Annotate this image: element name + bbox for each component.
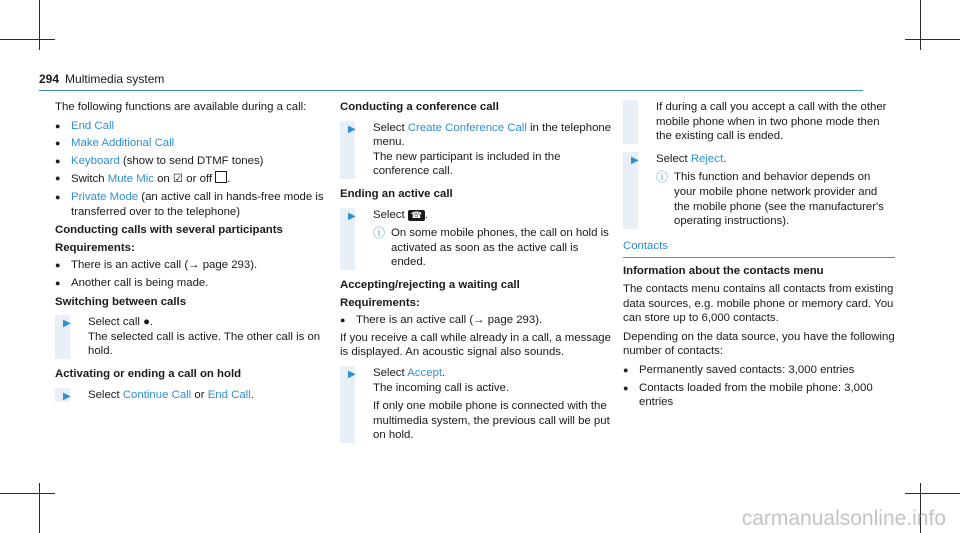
checkbox-checked-icon: ☑ <box>172 173 184 186</box>
list-item: ● Private Mode (an active call in hands-free mode is transferred over to the telephone) <box>55 190 324 218</box>
column-2 <box>340 100 612 451</box>
step-accept-cont: If during a call you accept a call with the other mobile phone when in two phone mode then the existing call is ended. <box>623 100 895 144</box>
header-rule <box>39 90 863 91</box>
crop-mark <box>905 39 960 40</box>
arrow-icon: → <box>473 314 485 327</box>
heading-conference: Conducting a conference call <box>340 101 499 113</box>
requirements-label: Requirements: <box>340 296 420 309</box>
crop-mark <box>905 493 960 494</box>
heading-waiting-call: Accepting/rejecting a waiting call <box>340 278 520 291</box>
heading-contacts-info: Information about the contacts menu <box>623 265 824 278</box>
list-item: ● Switch Mute Mic on ☑ or off . <box>55 173 231 186</box>
crop-mark <box>0 39 55 40</box>
step-end: ▶ Select ☎ . ⓘ On some mobile phones, the call on hold is activated as soon as the active call is ended. <box>340 208 612 270</box>
crop-mark <box>0 493 55 494</box>
step-hold: ▶ Select Continue Call or End Call. <box>55 388 327 403</box>
step-arrow-icon: ▶ <box>63 318 71 330</box>
column-3 <box>623 100 895 413</box>
list-item: ● Make Additional Call <box>55 137 175 150</box>
step-conference: ▶ Select Create Conference Call in the telephone menu. The new participant is included in the conference call. <box>340 121 612 179</box>
step-arrow-icon: ▶ <box>631 154 639 166</box>
crop-mark <box>39 0 40 50</box>
end-call-link[interactable]: End Call <box>71 119 115 132</box>
intro-text: The following functions are available during a call: <box>55 101 307 113</box>
info-icon: ⓘ <box>656 170 669 185</box>
private-mode-link[interactable]: Private Mode <box>71 190 139 203</box>
create-conference-call-link[interactable]: Create Conference Call <box>407 121 527 134</box>
list-item: ● There is an active call (→ page 293). <box>55 259 258 272</box>
page-header <box>39 72 164 87</box>
step-switch: ▶ Select call ●. The selected call is active. The other call is on hold. <box>55 315 327 359</box>
list-item: ● End Call <box>55 119 115 132</box>
step-arrow-icon: ▶ <box>63 390 71 402</box>
step-arrow-icon: ▶ <box>348 123 356 135</box>
info-icon: ⓘ <box>373 226 386 241</box>
heading-switching: Switching between calls <box>55 295 187 308</box>
page-title: Multimedia system <box>65 72 165 86</box>
heading-ending-call: Ending an active call <box>340 187 453 200</box>
column-1 <box>55 100 327 410</box>
list-item: ● Keyboard (show to send DTMF tones) <box>55 154 264 167</box>
watermark: carmanualsonline.info <box>741 507 946 531</box>
reject-link[interactable]: Reject <box>690 152 724 165</box>
accept-link[interactable]: Accept <box>407 366 443 379</box>
contacts-depend-text: Depending on the data source, you have the following number of contacts: <box>623 330 895 358</box>
list-item: ● Permanently saved contacts: 3,000 entries <box>623 363 855 376</box>
hang-up-icon: ☎ <box>408 210 425 221</box>
mute-mic-link[interactable]: Mute Mic <box>107 173 154 186</box>
waiting-text: If you receive a call while already in a call, a message is displayed. An acoustic signal also sounds. <box>340 331 611 359</box>
continue-call-link[interactable]: Continue Call <box>122 388 192 401</box>
heading-call-on-hold: Activating or ending a call on hold <box>55 367 242 380</box>
page-number: 294 <box>39 72 60 86</box>
crop-mark <box>920 0 921 50</box>
step-reject: ▶ Select Reject. ⓘ This function and behavior depends on your mobile phone network provider and the mobile phone (see the manufacturer's operating instructions). <box>623 152 895 229</box>
requirements-label: Requirements: <box>55 241 135 254</box>
checkbox-empty-icon <box>215 171 227 183</box>
contacts-info-text: The contacts menu contains all contacts from existing data sources, e.g. mobile phone or memory card. You can store up to 6,000 contacts. <box>623 282 894 325</box>
heading-several-participants: Conducting calls with several participants <box>55 224 283 237</box>
list-item: ● There is an active call (→ page 293). <box>340 314 543 327</box>
step-arrow-icon: ▶ <box>348 368 356 380</box>
list-item: ● Contacts loaded from the mobile phone: 3,000 entries <box>623 381 873 409</box>
step-arrow-icon: ▶ <box>348 210 356 222</box>
make-additional-call-link[interactable]: Make Additional Call <box>71 137 175 150</box>
list-item: ● Another call is being made. <box>55 276 209 289</box>
step-accept: ▶ Select Accept. The incoming call is active. If only one mobile phone is connected with the multimedia system, the previous call will be put on hold. <box>340 366 612 443</box>
keyboard-link[interactable]: Keyboard <box>71 154 120 167</box>
end-call-link-2[interactable]: End Call <box>207 388 251 401</box>
crop-mark <box>39 483 40 533</box>
arrow-icon: → <box>188 259 200 272</box>
bullet-icon: ● <box>143 316 150 329</box>
section-contacts: Contacts <box>623 239 895 259</box>
